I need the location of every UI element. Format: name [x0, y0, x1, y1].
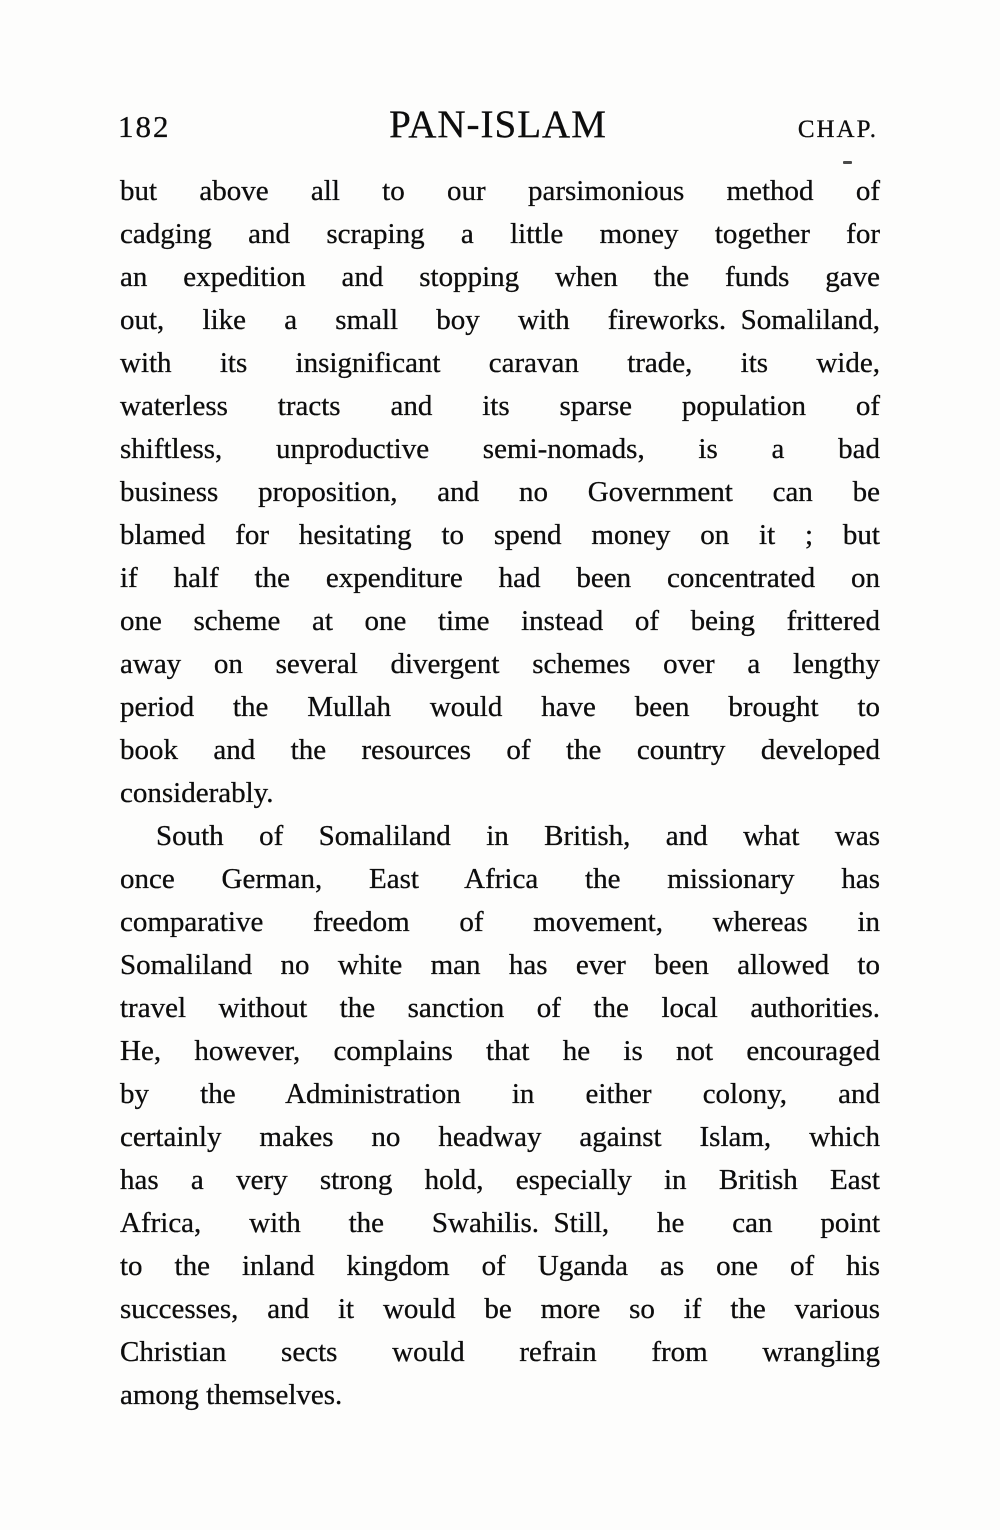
text-line: to the inland kingdom of Uganda as one of his	[120, 1250, 880, 1282]
text-block	[120, 170, 880, 1417]
page-number: 182	[118, 109, 171, 144]
scan-artifact-dash	[843, 161, 852, 164]
text-line: shiftless, unproductive semi-nomads, is a bad	[120, 433, 880, 465]
text-line: if half the expenditure had been concentrated on	[120, 562, 880, 594]
text-line: among themselves.	[120, 1379, 343, 1411]
paragraph	[120, 170, 880, 815]
text-line: but above all to our parsimonious method of	[120, 175, 880, 207]
text-line: period the Mullah would have been brought to	[120, 691, 880, 723]
page-header	[118, 102, 878, 147]
text-line: once German, East Africa the missionary has	[120, 863, 880, 895]
text-line: one scheme at one time instead of being frittered	[120, 605, 880, 637]
text-line: by the Administration in either colony, and	[120, 1078, 880, 1110]
text-line: an expedition and stopping when the funds gave	[120, 261, 880, 293]
text-line: certainly makes no headway against Islam, which	[120, 1121, 880, 1153]
text-line: has a very strong hold, especially in British East	[120, 1164, 880, 1196]
text-line: considerably.	[120, 777, 274, 809]
text-line: successes, and it would be more so if the various	[120, 1293, 880, 1325]
chapter-label: CHAP.	[797, 116, 878, 143]
book-title: PAN-ISLAM	[389, 103, 607, 146]
paragraph	[120, 815, 880, 1417]
text-line: blamed for hesitating to spend money on it ; but	[120, 519, 880, 551]
text-line: book and the resources of the country developed	[120, 734, 880, 766]
text-line: out, like a small boy with fireworks. Somaliland,	[120, 304, 880, 336]
text-line: Somaliland no white man has ever been allowed to	[120, 949, 880, 981]
text-line: South of Somaliland in British, and what was	[156, 820, 880, 852]
text-line: Africa, with the Swahilis. Still, he can point	[120, 1207, 880, 1239]
text-line: travel without the sanction of the local authorities.	[120, 992, 880, 1024]
text-line: Christian sects would refrain from wrangling	[120, 1336, 880, 1368]
text-line: comparative freedom of movement, whereas in	[120, 906, 880, 938]
text-line: He, however, complains that he is not encouraged	[120, 1035, 880, 1067]
text-line: waterless tracts and its sparse population of	[120, 390, 880, 422]
text-line: business proposition, and no Government can be	[120, 476, 880, 508]
text-line: with its insignificant caravan trade, its wide,	[120, 347, 880, 379]
text-line: cadging and scraping a little money together for	[120, 218, 880, 250]
text-line: away on several divergent schemes over a lengthy	[120, 648, 880, 680]
